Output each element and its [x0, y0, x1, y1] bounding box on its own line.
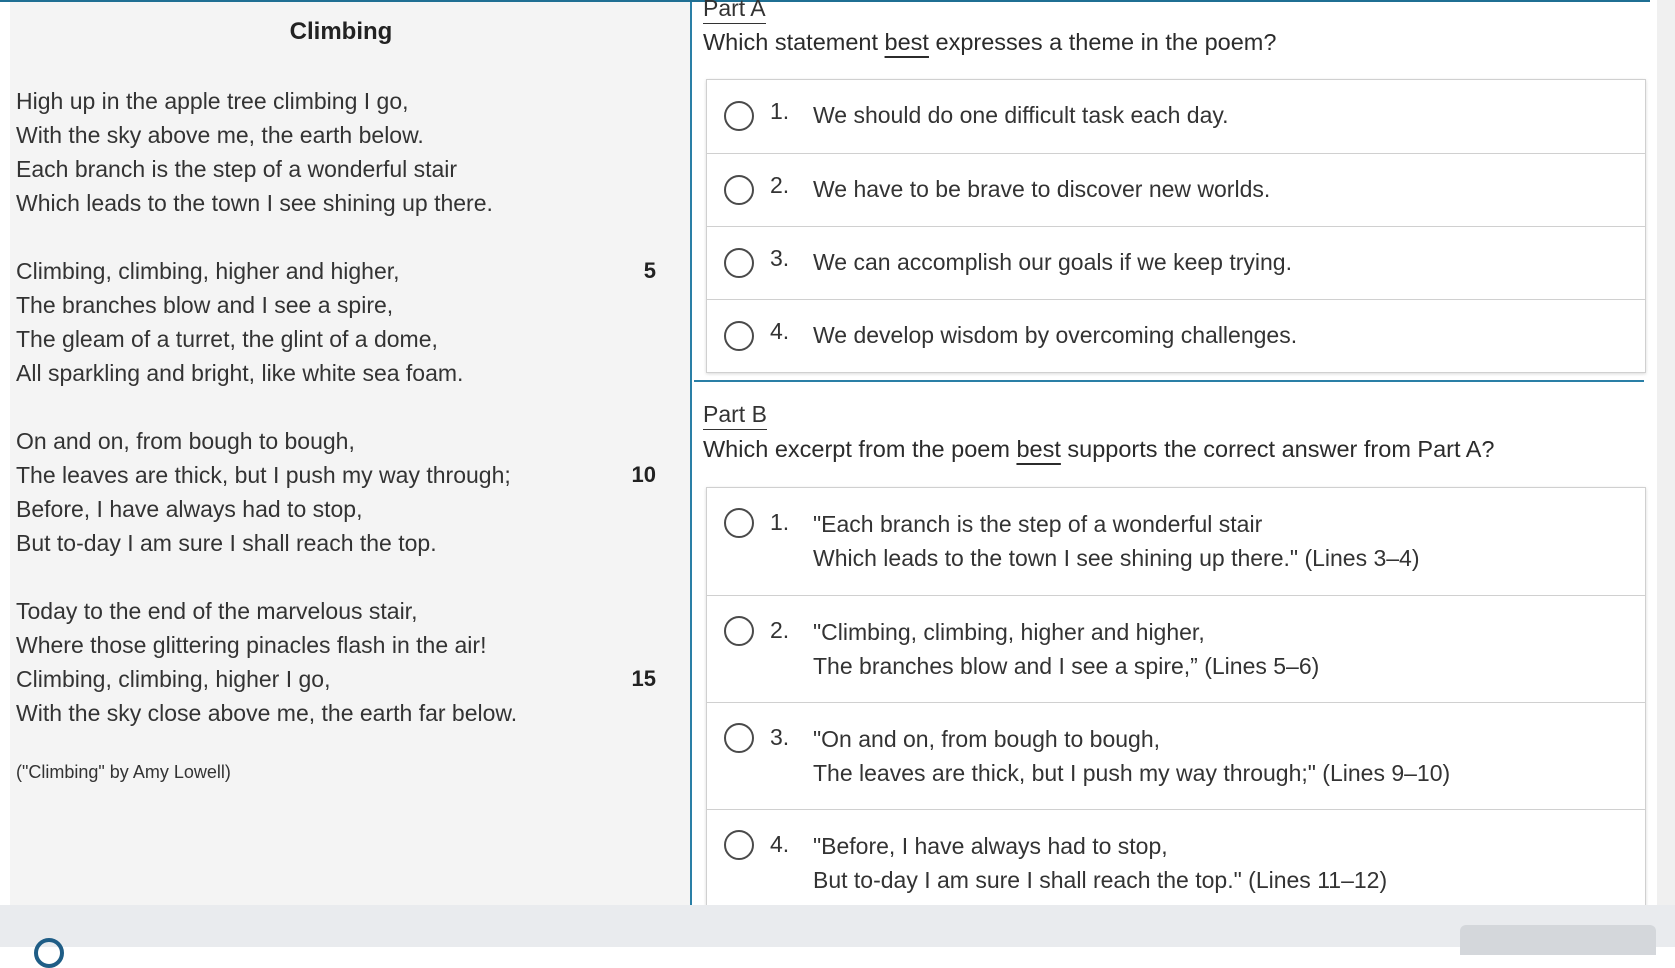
radio-button[interactable] — [724, 830, 754, 860]
choice-text: We can accomplish our goals if we keep trying. — [813, 249, 1292, 275]
part-b-choice-1[interactable] — [707, 488, 1645, 595]
part-a-choice-3[interactable] — [707, 226, 1645, 299]
section-divider — [694, 380, 1644, 382]
poem-line: All sparkling and bright, like white sea foam. — [16, 360, 464, 386]
part-b-choices — [706, 487, 1646, 917]
next-button[interactable] — [1460, 925, 1656, 955]
choice-number: 1. — [770, 98, 790, 124]
radio-button[interactable] — [724, 723, 754, 753]
poem-line: High up in the apple tree climbing I go, — [16, 88, 409, 114]
choice-text: "Before, I have always had to stop, But to-day I am sure I shall reach the top." (Lines 11–12) — [813, 833, 1388, 893]
part-b-question: Which excerpt from the poem best supports the correct answer from Part A? — [703, 436, 1495, 462]
radio-button[interactable] — [724, 508, 754, 538]
footer-bar — [0, 905, 1675, 947]
poem-line: Climbing, climbing, higher and higher, — [16, 258, 400, 284]
choice-number: 4. — [770, 318, 790, 344]
radio-button[interactable] — [724, 616, 754, 646]
poem-line: Today to the end of the marvelous stair, — [16, 598, 418, 624]
scrollbar[interactable] — [1657, 0, 1675, 905]
radio-button[interactable] — [724, 248, 754, 278]
radio-button[interactable] — [724, 321, 754, 351]
part-a-choice-1[interactable] — [707, 80, 1645, 153]
poem-line: The leaves are thick, but I push my way through; — [16, 462, 511, 488]
poem-passage — [10, 2, 692, 905]
poem-line: The branches blow and I see a spire, — [16, 292, 394, 318]
radio-button[interactable] — [724, 101, 754, 131]
part-b-label: Part B — [703, 400, 767, 430]
part-a-choices — [706, 79, 1646, 373]
poem-line: Each branch is the step of a wonderful stair — [16, 156, 458, 182]
choice-text: We develop wisdom by overcoming challenges. — [813, 322, 1298, 348]
poem-line: Before, I have always had to stop, — [16, 496, 363, 522]
part-b-choice-4[interactable] — [707, 809, 1645, 916]
choice-text: We should do one difficult task each day. — [813, 102, 1229, 128]
part-b-choice-3[interactable] — [707, 702, 1645, 809]
choice-text: "Climbing, climbing, higher and higher, The branches blow and I see a spire,” (Lines 5–6) — [813, 619, 1320, 679]
poem-credit: ("Climbing" by Amy Lowell) — [16, 762, 231, 782]
radio-button[interactable] — [724, 175, 754, 205]
choice-number: 4. — [770, 831, 790, 857]
choice-number: 1. — [770, 509, 790, 535]
choice-text: We have to be brave to discover new worlds. — [813, 176, 1271, 202]
choice-number: 3. — [770, 724, 790, 750]
poem-title: Climbing — [289, 18, 393, 45]
footer-logo-icon — [34, 938, 64, 968]
poem-line: But to-day I am sure I shall reach the top. — [16, 530, 437, 556]
choice-text: "On and on, from bough to bough, The leaves are thick, but I push my way through;" (Lines 9–10) — [813, 726, 1451, 786]
line-number-10: 10 — [631, 462, 656, 487]
poem-line: Where those glittering pinacles flash in the air! — [16, 632, 487, 658]
part-a-choice-2[interactable] — [707, 153, 1645, 226]
part-b-choice-2[interactable] — [707, 595, 1645, 702]
emphasis-best: best — [1016, 436, 1061, 462]
part-a-question: Which statement best expresses a theme in the poem? — [703, 29, 1277, 55]
choice-number: 3. — [770, 245, 790, 271]
choice-number: 2. — [770, 172, 790, 198]
line-number-15: 15 — [631, 666, 656, 691]
choice-text: "Each branch is the step of a wonderful stair Which leads to the town I see shining up there." (Lines 3–4) — [813, 511, 1420, 571]
poem-line: On and on, from bough to bough, — [16, 428, 355, 454]
poem-line: Which leads to the town I see shining up there. — [16, 190, 493, 216]
emphasis-best: best — [884, 29, 929, 55]
poem-line: The gleam of a turret, the glint of a dome, — [16, 326, 438, 352]
choice-number: 2. — [770, 617, 790, 643]
part-a-choice-4[interactable] — [707, 299, 1645, 372]
poem-line: With the sky close above me, the earth far below. — [16, 700, 518, 726]
poem-line: Climbing, climbing, higher I go, — [16, 666, 331, 692]
poem-line: With the sky above me, the earth below. — [16, 122, 424, 148]
line-number-5: 5 — [643, 258, 656, 283]
part-a-label: Part A — [703, 0, 766, 24]
